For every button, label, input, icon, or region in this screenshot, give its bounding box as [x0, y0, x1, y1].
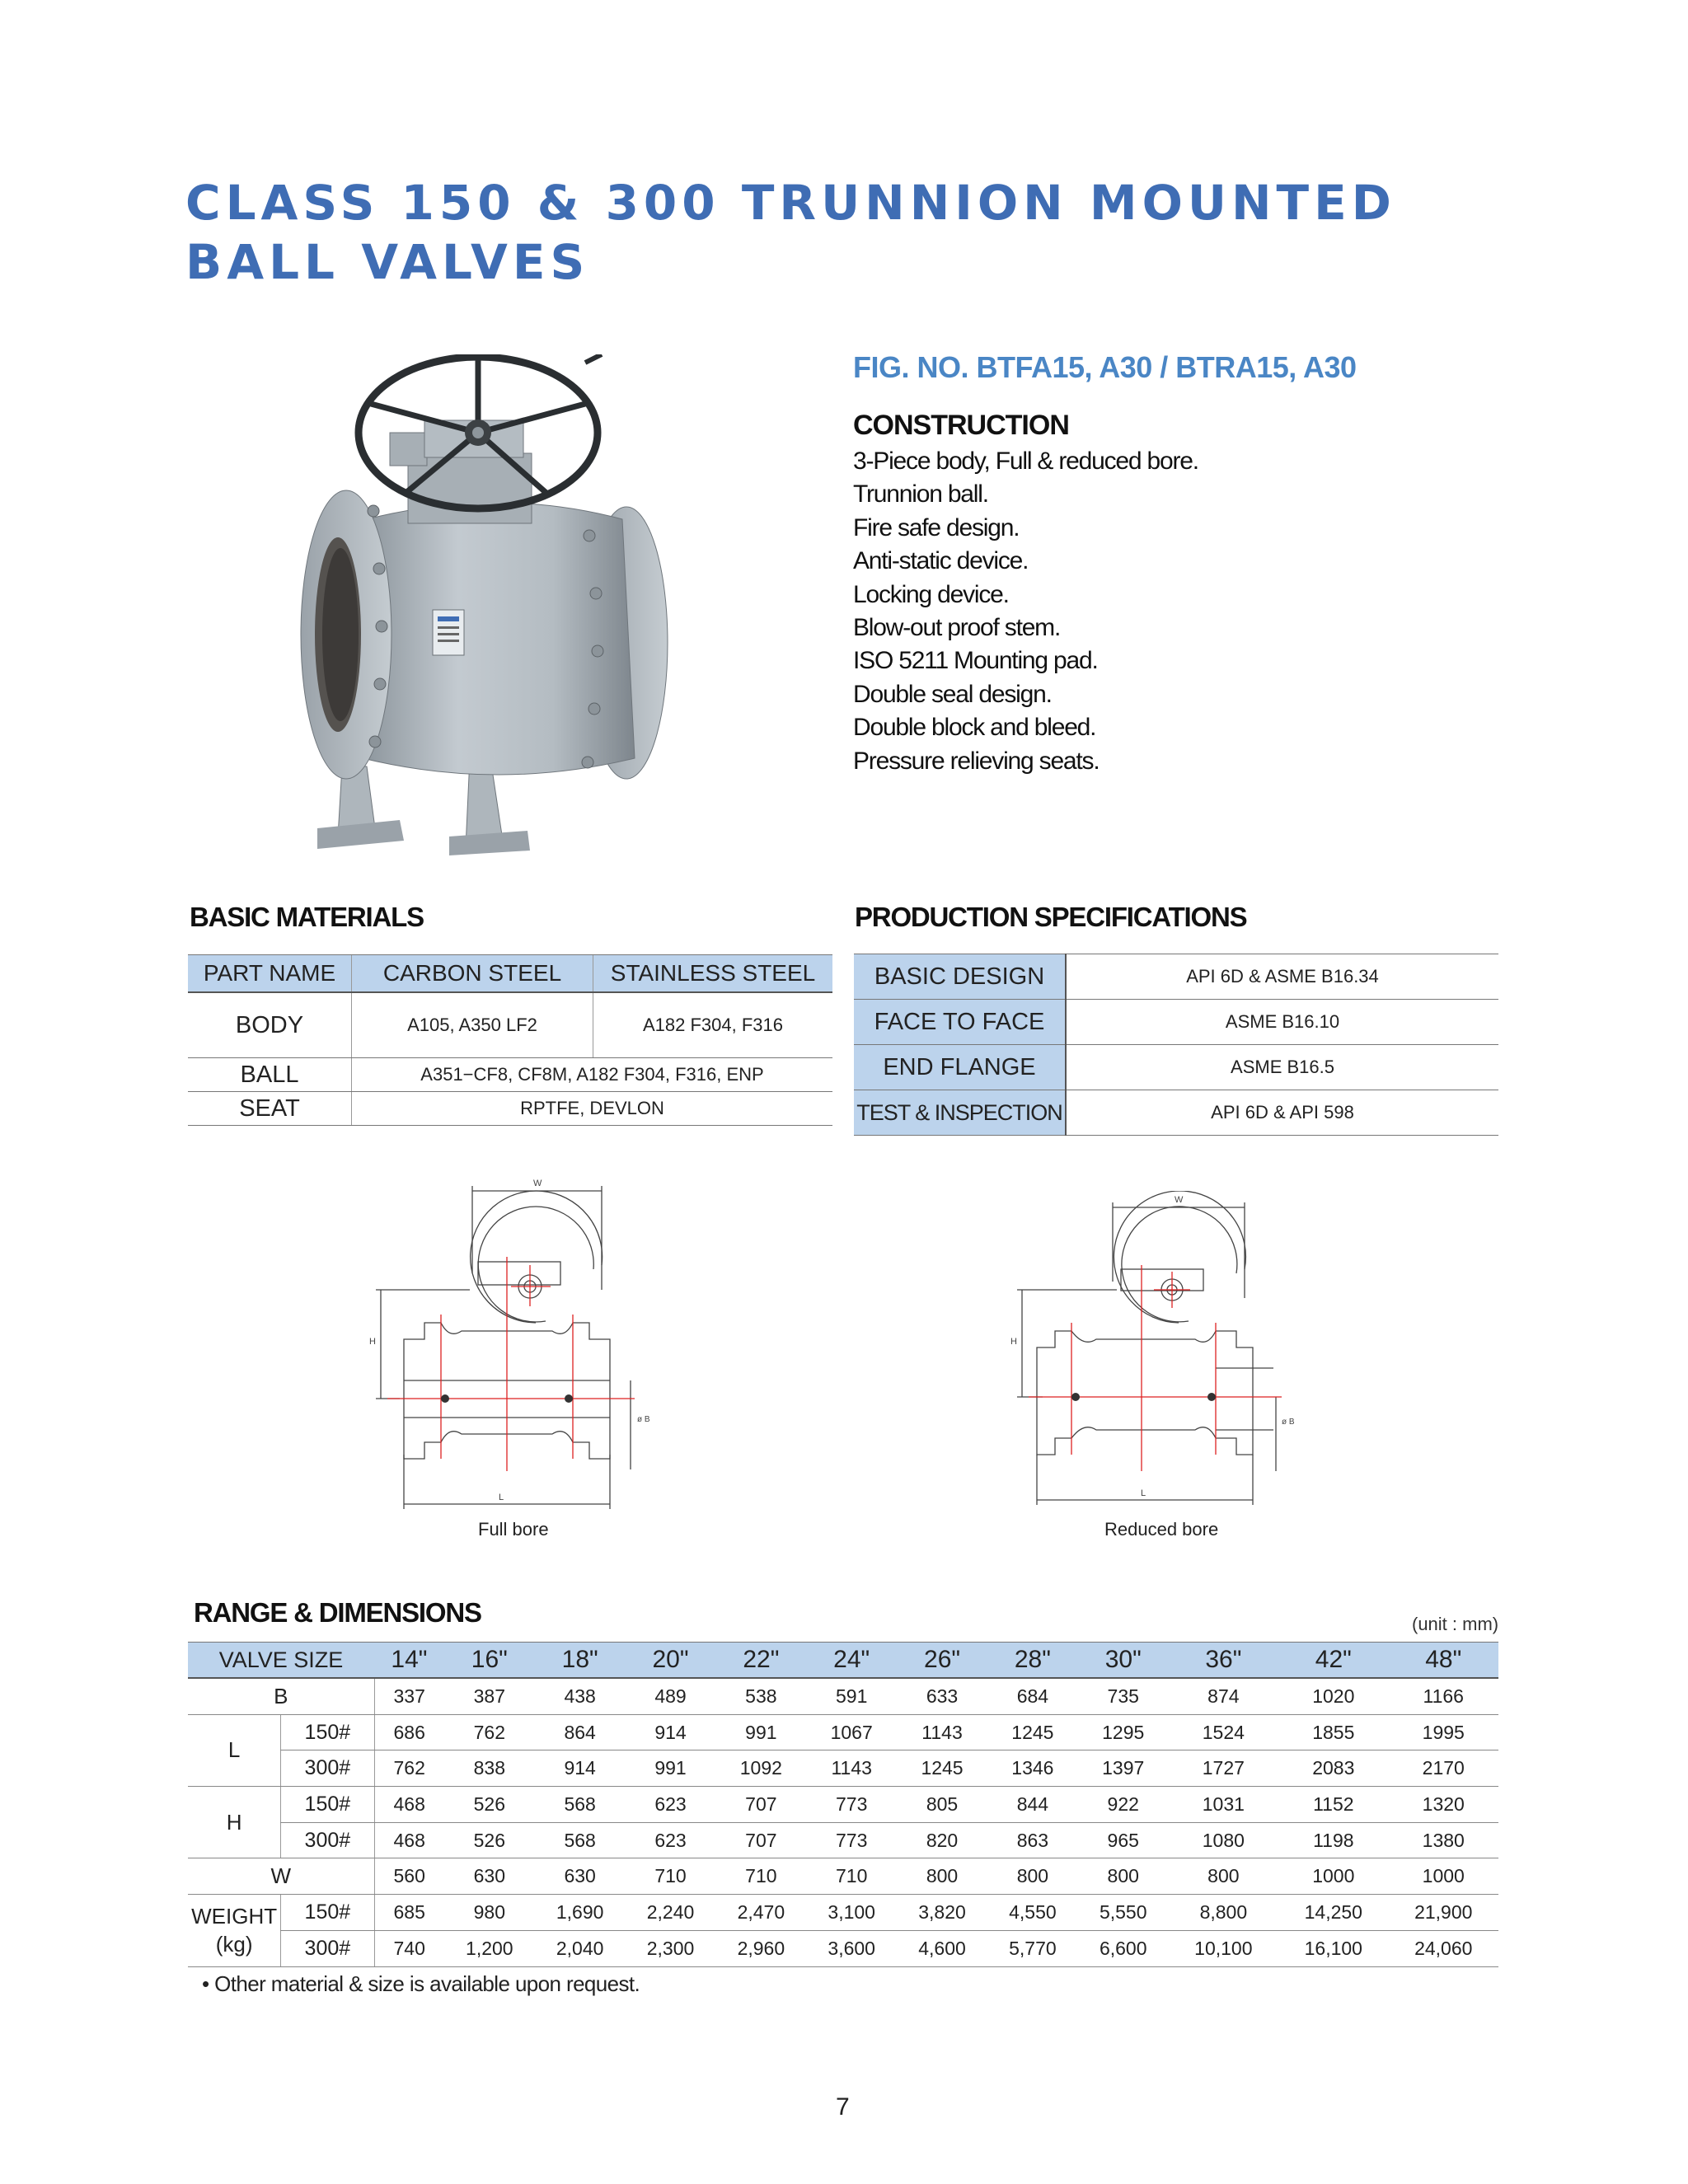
dimensions-table — [188, 1642, 1498, 1967]
row-label-w: W — [188, 1858, 374, 1895]
construction-item: Blow-out proof stem. — [853, 614, 1061, 642]
construction-section — [853, 410, 1198, 778]
table-row-l300 — [188, 1750, 1498, 1787]
cell: 2,240 — [626, 1895, 716, 1931]
cell: 800 — [1169, 1858, 1278, 1895]
production-specs-heading: PRODUCTION SPECIFICATIONS — [855, 902, 1247, 932]
cell: 1245 — [987, 1714, 1078, 1750]
cell: 526 — [444, 1822, 535, 1858]
cell: 4,550 — [987, 1895, 1078, 1931]
construction-list — [853, 445, 1198, 778]
page-title — [185, 173, 1396, 292]
table-row — [188, 992, 832, 1058]
figure-number: FIG. NO. BTFA15, A30 / BTRA15, A30 — [853, 350, 1357, 384]
spec-value: API 6D & API 598 — [1066, 1090, 1498, 1136]
row-label-l: L — [188, 1714, 281, 1786]
dim-label-b: ø B — [637, 1415, 650, 1424]
cell: 489 — [626, 1678, 716, 1714]
col-size: 48" — [1389, 1643, 1498, 1679]
table-row-weight150 — [188, 1895, 1498, 1931]
cell: 2,470 — [715, 1895, 806, 1931]
construction-item: Fire safe design. — [853, 513, 1020, 541]
cell: 16,100 — [1278, 1930, 1388, 1966]
cell: 800 — [987, 1858, 1078, 1895]
cell: 337 — [374, 1678, 444, 1714]
construction-item: Double block and bleed. — [853, 714, 1096, 742]
dim-label-w: W — [1175, 1195, 1184, 1205]
cell: 2170 — [1389, 1750, 1498, 1787]
dim-label-h: H — [369, 1337, 376, 1347]
construction-item: Pressure relieving seats. — [853, 747, 1100, 775]
cell: 710 — [715, 1858, 806, 1895]
cell: 1295 — [1078, 1714, 1169, 1750]
cell: 2,960 — [715, 1930, 806, 1966]
cell: 914 — [626, 1714, 716, 1750]
spec-key: TEST & INSPECTION — [854, 1090, 1066, 1136]
table-header-row — [188, 955, 832, 993]
table-row-l150 — [188, 1714, 1498, 1750]
cell: 914 — [535, 1750, 626, 1787]
cell: 3,600 — [806, 1930, 897, 1966]
cell: 1000 — [1278, 1858, 1388, 1895]
table-row — [854, 954, 1498, 1000]
cell: 874 — [1169, 1678, 1278, 1714]
reduced-bore-caption: Reduced bore — [1104, 1519, 1219, 1540]
cell: 1245 — [897, 1750, 987, 1787]
cell: 14,250 — [1278, 1895, 1388, 1931]
cell: 1320 — [1389, 1787, 1498, 1823]
unit-label: (unit : mm) — [1412, 1614, 1499, 1634]
cell: 387 — [444, 1678, 535, 1714]
cell: 623 — [626, 1787, 716, 1823]
spec-value: API 6D & ASME B16.34 — [1066, 954, 1498, 1000]
col-size: 30" — [1078, 1643, 1169, 1679]
col-size: 24" — [806, 1643, 897, 1679]
col-size: 18" — [535, 1643, 626, 1679]
col-size: 36" — [1169, 1643, 1278, 1679]
class-150: 150# — [281, 1787, 374, 1823]
page-title-line-1: CLASS 150 & 300 TRUNNION MOUNTED — [185, 175, 1396, 231]
cell: 1143 — [806, 1750, 897, 1787]
spec-key: BASIC DESIGN — [854, 954, 1066, 1000]
spec-value: ASME B16.5 — [1066, 1045, 1498, 1090]
table-row-h150 — [188, 1787, 1498, 1823]
seat-material: RPTFE, DEVLON — [352, 1092, 833, 1126]
cell: 568 — [535, 1822, 626, 1858]
cell: 686 — [374, 1714, 444, 1750]
table-row-b — [188, 1678, 1498, 1714]
table-row — [188, 1058, 832, 1092]
cell: 710 — [806, 1858, 897, 1895]
table-row — [188, 1092, 832, 1126]
table-row-w — [188, 1858, 1498, 1895]
cell: 820 — [897, 1822, 987, 1858]
cell: 1,690 — [535, 1895, 626, 1931]
cell: 10,100 — [1169, 1930, 1278, 1966]
body-carbon: A105, A350 LF2 — [352, 992, 593, 1058]
cell: 1855 — [1278, 1714, 1388, 1750]
full-bore-caption: Full bore — [478, 1519, 549, 1540]
cell: 630 — [535, 1858, 626, 1895]
cell: 468 — [374, 1787, 444, 1823]
cell: 773 — [806, 1822, 897, 1858]
table-row-h300 — [188, 1822, 1498, 1858]
col-size: 22" — [715, 1643, 806, 1679]
cell: 800 — [897, 1858, 987, 1895]
cell: 1198 — [1278, 1822, 1388, 1858]
class-300: 300# — [281, 1822, 374, 1858]
col-carbon-steel: CARBON STEEL — [352, 955, 593, 993]
cell: 8,800 — [1169, 1895, 1278, 1931]
construction-item: Double seal design. — [853, 680, 1052, 708]
construction-heading: CONSTRUCTION — [853, 410, 1069, 441]
cell: 3,100 — [806, 1895, 897, 1931]
part-body: BODY — [188, 992, 352, 1058]
table-header-row — [188, 1643, 1498, 1679]
table-row — [854, 1045, 1498, 1090]
cell: 1020 — [1278, 1678, 1388, 1714]
part-ball: BALL — [188, 1058, 352, 1092]
class-300: 300# — [281, 1930, 374, 1966]
table-row-weight300 — [188, 1930, 1498, 1966]
cell: 1092 — [715, 1750, 806, 1787]
cell: 740 — [374, 1930, 444, 1966]
cell: 1000 — [1389, 1858, 1498, 1895]
table-row — [854, 1000, 1498, 1045]
construction-item: ISO 5211 Mounting pad. — [853, 647, 1098, 675]
construction-item: Anti-static device. — [853, 547, 1029, 575]
row-label-weight — [188, 1895, 281, 1966]
class-150: 150# — [281, 1714, 374, 1750]
dim-label-h: H — [1010, 1337, 1017, 1347]
cell: 1727 — [1169, 1750, 1278, 1787]
col-stainless-steel: STAINLESS STEEL — [593, 955, 833, 993]
cell: 630 — [444, 1858, 535, 1895]
construction-item: Locking device. — [853, 580, 1009, 608]
cell: 1380 — [1389, 1822, 1498, 1858]
cell: 864 — [535, 1714, 626, 1750]
cell: 762 — [444, 1714, 535, 1750]
cell: 762 — [374, 1750, 444, 1787]
row-label-h: H — [188, 1787, 281, 1858]
cell: 773 — [806, 1787, 897, 1823]
weight-label: WEIGHT — [191, 1904, 278, 1929]
cell: 591 — [806, 1678, 897, 1714]
class-300: 300# — [281, 1750, 374, 1787]
cell: 1346 — [987, 1750, 1078, 1787]
ball-valve-photo — [293, 354, 696, 857]
cell: 685 — [374, 1895, 444, 1931]
col-size: 42" — [1278, 1643, 1388, 1679]
body-stainless: A182 F304, F316 — [593, 992, 833, 1058]
cell: 1143 — [897, 1714, 987, 1750]
range-dimensions-heading: RANGE & DIMENSIONS — [194, 1597, 481, 1628]
reduced-bore-diagram — [1006, 1191, 1302, 1512]
dim-label-w: W — [533, 1179, 542, 1188]
cell: 1152 — [1278, 1787, 1388, 1823]
cell: 965 — [1078, 1822, 1169, 1858]
construction-item: Trunnion ball. — [853, 480, 988, 509]
cell: 991 — [715, 1714, 806, 1750]
construction-item: 3-Piece body, Full & reduced bore. — [853, 448, 1198, 475]
cell: 707 — [715, 1822, 806, 1858]
cell: 707 — [715, 1787, 806, 1823]
cell: 2,040 — [535, 1930, 626, 1966]
row-label-b: B — [188, 1678, 374, 1714]
production-specs-table — [854, 954, 1498, 1136]
cell: 684 — [987, 1678, 1078, 1714]
cell: 5,770 — [987, 1930, 1078, 1966]
cell: 1,200 — [444, 1930, 535, 1966]
cell: 4,600 — [897, 1930, 987, 1966]
cell: 844 — [987, 1787, 1078, 1823]
cell: 991 — [626, 1750, 716, 1787]
cell: 922 — [1078, 1787, 1169, 1823]
dim-label-l: L — [499, 1493, 504, 1502]
cell: 1397 — [1078, 1750, 1169, 1787]
cell: 468 — [374, 1822, 444, 1858]
ball-material: A351−CF8, CF8M, A182 F304, F316, ENP — [352, 1058, 833, 1092]
col-size: 26" — [897, 1643, 987, 1679]
cell: 1067 — [806, 1714, 897, 1750]
part-seat: SEAT — [188, 1092, 352, 1126]
basic-materials-heading: BASIC MATERIALS — [190, 902, 424, 932]
basic-materials-table — [188, 954, 832, 1126]
weight-unit-label: (kg) — [215, 1932, 253, 1957]
cell: 2,300 — [626, 1930, 716, 1966]
col-size: 20" — [626, 1643, 716, 1679]
cell: 633 — [897, 1678, 987, 1714]
cell: 6,600 — [1078, 1930, 1169, 1966]
spec-value: ASME B16.10 — [1066, 1000, 1498, 1045]
page-number: 7 — [836, 2093, 850, 2121]
cell: 735 — [1078, 1678, 1169, 1714]
cell: 805 — [897, 1787, 987, 1823]
cell: 24,060 — [1389, 1930, 1498, 1966]
cell: 1166 — [1389, 1678, 1498, 1714]
page-title-line-2: BALL VALVES — [185, 234, 590, 290]
table-row — [854, 1090, 1498, 1136]
cell: 800 — [1078, 1858, 1169, 1895]
class-150: 150# — [281, 1895, 374, 1931]
col-size: 16" — [444, 1643, 535, 1679]
dim-label-l: L — [1141, 1488, 1146, 1498]
cell: 2083 — [1278, 1750, 1388, 1787]
cell: 568 — [535, 1787, 626, 1823]
cell: 3,820 — [897, 1895, 987, 1931]
cell: 438 — [535, 1678, 626, 1714]
cell: 526 — [444, 1787, 535, 1823]
cell: 538 — [715, 1678, 806, 1714]
cell: 21,900 — [1389, 1895, 1498, 1931]
cell: 710 — [626, 1858, 716, 1895]
cell: 863 — [987, 1822, 1078, 1858]
cell: 1524 — [1169, 1714, 1278, 1750]
cell: 1995 — [1389, 1714, 1498, 1750]
cell: 5,550 — [1078, 1895, 1169, 1931]
cell: 1080 — [1169, 1822, 1278, 1858]
spec-key: FACE TO FACE — [854, 1000, 1066, 1045]
col-size: 28" — [987, 1643, 1078, 1679]
cell: 980 — [444, 1895, 535, 1931]
dim-label-b: ø B — [1282, 1418, 1295, 1427]
cell: 838 — [444, 1750, 535, 1787]
cell: 623 — [626, 1822, 716, 1858]
footnote: • Other material & size is available upon request. — [202, 1971, 640, 1996]
col-part-name: PART NAME — [188, 955, 352, 993]
spec-key: END FLANGE — [854, 1045, 1066, 1090]
cell: 560 — [374, 1858, 444, 1895]
cell: 1031 — [1169, 1787, 1278, 1823]
col-size: 14" — [374, 1643, 444, 1679]
full-bore-diagram — [363, 1174, 659, 1512]
col-valve-size: VALVE SIZE — [188, 1643, 374, 1679]
